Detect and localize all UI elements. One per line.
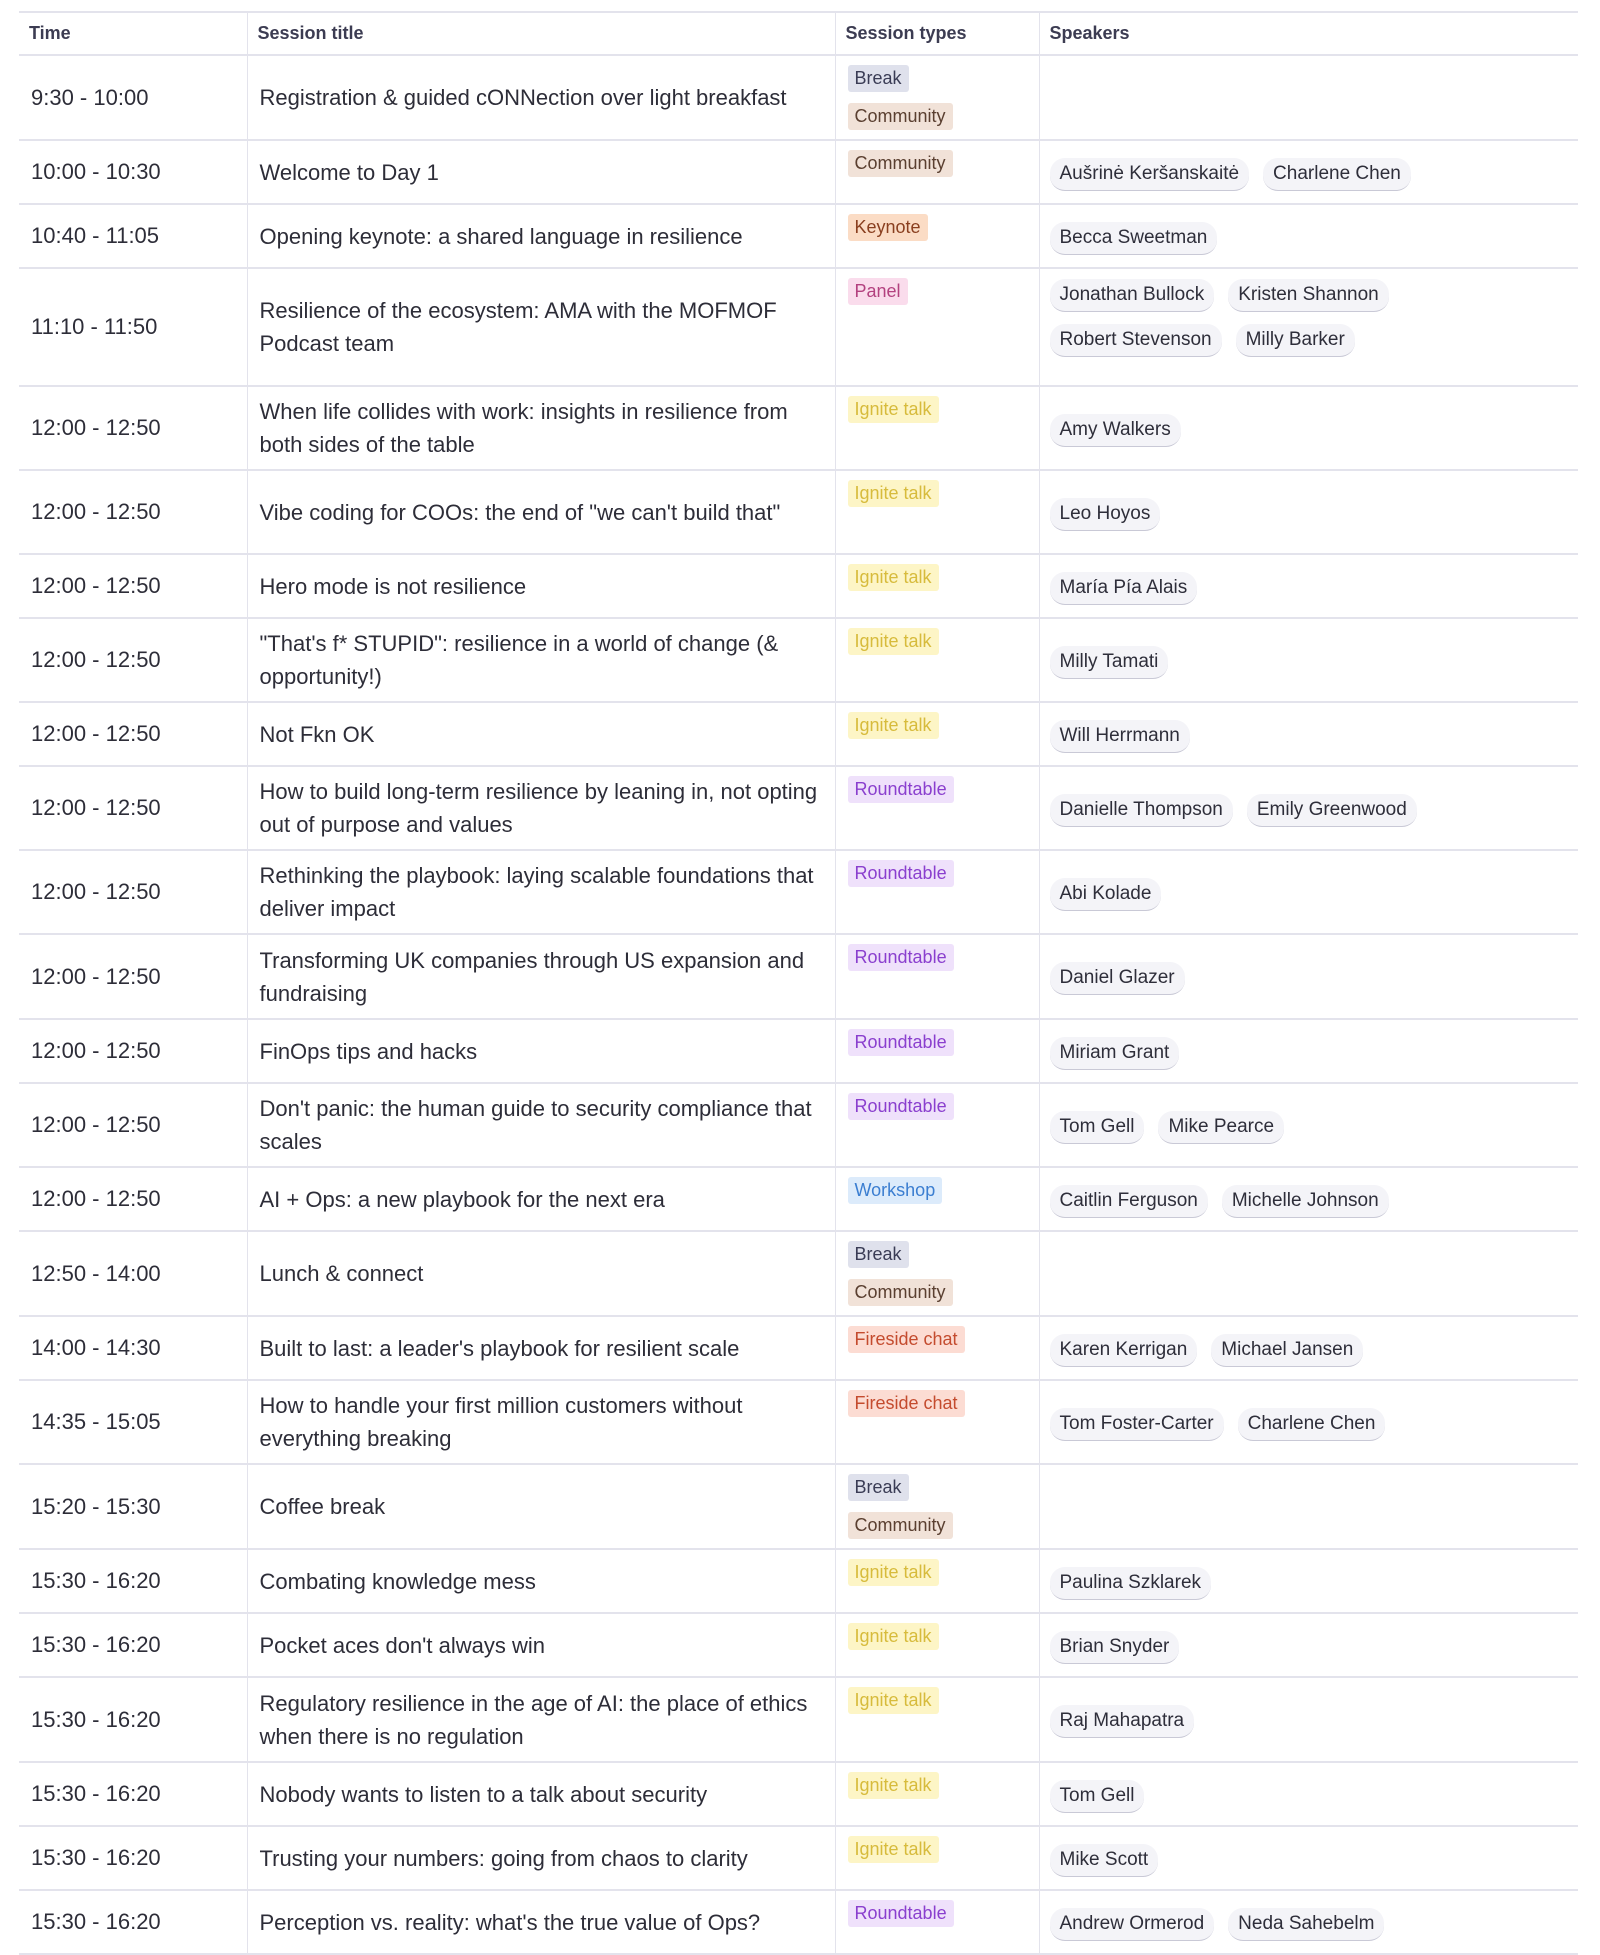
session-title[interactable]: Trusting your numbers: going from chaos to clarity [247, 1826, 835, 1890]
speaker-link[interactable]: Charlene Chen [1238, 1408, 1386, 1441]
speakers-cell [1039, 140, 1578, 204]
speakers-cell [1039, 1167, 1578, 1231]
session-types-cell [835, 386, 1039, 470]
session-title[interactable]: Rethinking the playbook: laying scalable foundations that deliver impact [247, 850, 835, 934]
session-time: 12:00 - 12:50 [19, 554, 247, 618]
session-time: 15:30 - 16:20 [19, 1826, 247, 1890]
speaker-link[interactable]: Abi Kolade [1050, 878, 1162, 911]
session-type-tag: Ignite talk [848, 396, 939, 423]
speakers-cell [1039, 1019, 1578, 1083]
speakers-cell [1039, 268, 1578, 386]
session-type-tag: Break [848, 1474, 909, 1501]
session-title[interactable]: Resilience of the ecosystem: AMA with the MOFMOF Podcast team [247, 268, 835, 386]
session-type-list [848, 1687, 1027, 1714]
session-time: 12:00 - 12:50 [19, 766, 247, 850]
session-title[interactable]: Regulatory resilience in the age of AI: the place of ethics when there is no regulation [247, 1677, 835, 1762]
session-type-list [848, 628, 1027, 655]
speakers-cell [1039, 554, 1578, 618]
table-row[interactable] [19, 1464, 1578, 1549]
speaker-list [1050, 1705, 1569, 1738]
session-types-cell [835, 850, 1039, 934]
session-type-tag: Ignite talk [848, 1836, 939, 1863]
session-type-tag: Break [848, 65, 909, 92]
session-time: 12:50 - 14:00 [19, 1231, 247, 1316]
table-row[interactable] [19, 1677, 1578, 1762]
session-type-list [848, 1029, 1027, 1056]
speakers-cell [1039, 1762, 1578, 1826]
header-row [19, 12, 1578, 55]
speakers-cell [1039, 1613, 1578, 1677]
session-type-tag: Workshop [848, 1177, 943, 1204]
session-time: 12:00 - 12:50 [19, 386, 247, 470]
speakers-cell [1039, 766, 1578, 850]
session-types-cell [835, 140, 1039, 204]
speaker-list [1050, 279, 1569, 357]
speaker-list [1050, 498, 1569, 531]
speakers-cell [1039, 470, 1578, 554]
session-title[interactable]: Opening keynote: a shared language in resilience [247, 204, 835, 268]
speakers-cell [1039, 1380, 1578, 1464]
table-row[interactable] [19, 1316, 1578, 1380]
speaker-list [1050, 158, 1569, 191]
session-time: 15:20 - 15:30 [19, 1464, 247, 1549]
session-time: 12:00 - 12:50 [19, 850, 247, 934]
session-type-tag: Ignite talk [848, 712, 939, 739]
session-types-cell [835, 1464, 1039, 1549]
session-type-list [848, 1326, 1027, 1353]
session-type-tag: Roundtable [848, 1900, 954, 1927]
speaker-link[interactable]: Amy Walkers [1050, 414, 1181, 447]
session-types-cell [835, 1762, 1039, 1826]
session-title[interactable]: Welcome to Day 1 [247, 140, 835, 204]
session-type-list [848, 1093, 1027, 1120]
session-time: 15:30 - 16:20 [19, 1549, 247, 1613]
session-type-list [848, 564, 1027, 591]
speaker-link[interactable]: María Pía Alais [1050, 572, 1198, 605]
table-row[interactable] [19, 934, 1578, 1019]
schedule-table-container [19, 11, 1578, 1955]
session-type-tag: Ignite talk [848, 628, 939, 655]
session-type-tag: Ignite talk [848, 1772, 939, 1799]
session-type-list [848, 1177, 1027, 1204]
session-time: 15:30 - 16:20 [19, 1762, 247, 1826]
session-types-cell [835, 1890, 1039, 1954]
session-type-tag: Fireside chat [848, 1326, 965, 1353]
session-title[interactable]: "That's f* STUPID": resilience in a world of change (& opportunity!) [247, 618, 835, 702]
table-row[interactable] [19, 55, 1578, 140]
session-type-list [848, 214, 1027, 241]
session-title[interactable]: Nobody wants to listen to a talk about security [247, 1762, 835, 1826]
table-row[interactable] [19, 766, 1578, 850]
session-type-tag: Ignite talk [848, 480, 939, 507]
session-types-cell [835, 470, 1039, 554]
session-time: 10:00 - 10:30 [19, 140, 247, 204]
session-type-tag: Community [848, 150, 953, 177]
session-type-tag: Roundtable [848, 944, 954, 971]
speaker-link[interactable]: Jonathan Bullock [1050, 279, 1215, 312]
session-type-tag: Roundtable [848, 776, 954, 803]
table-body [19, 55, 1578, 1954]
speaker-list [1050, 222, 1569, 255]
table-header [19, 12, 1578, 55]
speakers-cell [1039, 1549, 1578, 1613]
speaker-link[interactable]: Daniel Glazer [1050, 962, 1185, 995]
session-type-list [848, 1241, 1027, 1306]
session-type-list [848, 1900, 1027, 1927]
session-types-cell [835, 1167, 1039, 1231]
speakers-cell [1039, 1316, 1578, 1380]
session-type-tag: Keynote [848, 214, 928, 241]
session-title[interactable]: Registration & guided cONNection over light breakfast [247, 55, 835, 140]
session-title[interactable]: When life collides with work: insights in resilience from both sides of the table [247, 386, 835, 470]
session-title[interactable]: Not Fkn OK [247, 702, 835, 766]
session-type-tag: Break [848, 1241, 909, 1268]
session-types-cell [835, 1549, 1039, 1613]
speaker-link[interactable]: Caitlin Ferguson [1050, 1185, 1208, 1218]
session-types-cell [835, 1613, 1039, 1677]
speaker-link[interactable]: Milly Tamati [1050, 646, 1169, 679]
session-types-cell [835, 766, 1039, 850]
session-title[interactable]: Perception vs. reality: what's the true value of Ops? [247, 1890, 835, 1954]
session-time: 15:30 - 16:20 [19, 1613, 247, 1677]
speaker-link[interactable]: Mike Pearce [1158, 1111, 1284, 1144]
speaker-list [1050, 962, 1569, 995]
speaker-list [1050, 794, 1569, 827]
speaker-link[interactable]: Aušrinė Keršanskaitė [1050, 158, 1250, 191]
speakers-cell [1039, 702, 1578, 766]
session-title[interactable]: Built to last: a leader's playbook for resilient scale [247, 1316, 835, 1380]
table-row[interactable] [19, 1231, 1578, 1316]
session-time: 12:00 - 12:50 [19, 934, 247, 1019]
session-types-cell [835, 1380, 1039, 1464]
speakers-cell [1039, 1231, 1578, 1316]
table-row[interactable] [19, 554, 1578, 618]
session-title[interactable]: Transforming UK companies through US expansion and fundraising [247, 934, 835, 1019]
speaker-link[interactable]: Andrew Ormerod [1050, 1908, 1215, 1941]
session-type-list [848, 480, 1027, 507]
session-time: 12:00 - 12:50 [19, 1167, 247, 1231]
speakers-cell [1039, 204, 1578, 268]
speaker-list [1050, 1844, 1569, 1877]
header-session-types[interactable]: Session types [835, 12, 1039, 55]
session-types-cell [835, 1083, 1039, 1167]
session-type-tag: Community [848, 1279, 953, 1306]
speaker-list [1050, 414, 1569, 447]
table-row[interactable] [19, 618, 1578, 702]
speaker-link[interactable]: Brian Snyder [1050, 1631, 1180, 1664]
session-types-cell [835, 268, 1039, 386]
speaker-link[interactable]: Kristen Shannon [1228, 279, 1389, 312]
session-type-tag: Ignite talk [848, 1623, 939, 1650]
session-time: 12:00 - 12:50 [19, 1019, 247, 1083]
session-time: 15:30 - 16:20 [19, 1890, 247, 1954]
session-title[interactable]: Pocket aces don't always win [247, 1613, 835, 1677]
speaker-link[interactable]: Milly Barker [1236, 324, 1355, 357]
session-types-cell [835, 1231, 1039, 1316]
session-title[interactable]: Coffee break [247, 1464, 835, 1549]
speaker-link[interactable]: Danielle Thompson [1050, 794, 1233, 827]
session-types-cell [835, 1826, 1039, 1890]
speaker-link[interactable]: Tom Foster-Carter [1050, 1408, 1224, 1441]
session-title[interactable]: How to build long-term resilience by leaning in, not opting out of purpose and values [247, 766, 835, 850]
table-row[interactable] [19, 204, 1578, 268]
session-type-list [848, 278, 1027, 305]
session-time: 15:30 - 16:20 [19, 1677, 247, 1762]
speaker-link[interactable]: Mike Scott [1050, 1844, 1159, 1877]
speaker-list [1050, 1334, 1569, 1367]
session-type-tag: Ignite talk [848, 1687, 939, 1714]
speaker-list [1050, 1037, 1569, 1070]
speaker-link[interactable]: Leo Hoyos [1050, 498, 1161, 531]
header-time[interactable]: Time [19, 12, 247, 55]
table-row[interactable] [19, 1549, 1578, 1613]
session-type-list [848, 1836, 1027, 1863]
speaker-link[interactable]: Becca Sweetman [1050, 222, 1218, 255]
speaker-list [1050, 878, 1569, 911]
session-type-tag: Community [848, 103, 953, 130]
session-type-tag: Ignite talk [848, 564, 939, 591]
table-row[interactable] [19, 140, 1578, 204]
session-type-tag: Ignite talk [848, 1559, 939, 1586]
session-time: 10:40 - 11:05 [19, 204, 247, 268]
speaker-link[interactable]: Michael Jansen [1211, 1334, 1363, 1367]
session-time: 14:00 - 14:30 [19, 1316, 247, 1380]
table-row[interactable] [19, 1167, 1578, 1231]
session-type-list [848, 1623, 1027, 1650]
session-type-tag: Roundtable [848, 860, 954, 887]
session-types-cell [835, 1019, 1039, 1083]
session-type-list [848, 944, 1027, 971]
table-row[interactable] [19, 1083, 1578, 1167]
speaker-link[interactable]: Neda Sahebelm [1228, 1908, 1384, 1941]
speaker-link[interactable]: Tom Gell [1050, 1111, 1145, 1144]
schedule-table [19, 11, 1578, 1955]
session-title[interactable]: Lunch & connect [247, 1231, 835, 1316]
speakers-cell [1039, 850, 1578, 934]
session-title[interactable]: Hero mode is not resilience [247, 554, 835, 618]
session-types-cell [835, 934, 1039, 1019]
speaker-link[interactable]: Paulina Szklarek [1050, 1567, 1212, 1600]
table-row[interactable] [19, 1826, 1578, 1890]
speakers-cell [1039, 1083, 1578, 1167]
session-types-cell [835, 702, 1039, 766]
table-row[interactable] [19, 1019, 1578, 1083]
session-type-list [848, 396, 1027, 423]
session-type-tag: Panel [848, 278, 908, 305]
session-type-list [848, 65, 1027, 130]
session-type-list [848, 1772, 1027, 1799]
session-title[interactable]: Don't panic: the human guide to security compliance that scales [247, 1083, 835, 1167]
session-time: 12:00 - 12:50 [19, 470, 247, 554]
session-type-tag: Fireside chat [848, 1390, 965, 1417]
speaker-link[interactable]: Michelle Johnson [1222, 1185, 1389, 1218]
table-row[interactable] [19, 470, 1578, 554]
session-type-list [848, 1474, 1027, 1539]
table-row[interactable] [19, 386, 1578, 470]
speaker-list [1050, 720, 1569, 753]
speaker-link[interactable]: Charlene Chen [1263, 158, 1411, 191]
table-row[interactable] [19, 268, 1578, 386]
session-title[interactable]: Vibe coding for COOs: the end of "we can't build that" [247, 470, 835, 554]
speaker-list [1050, 572, 1569, 605]
session-types-cell [835, 55, 1039, 140]
speakers-cell [1039, 1677, 1578, 1762]
table-row[interactable] [19, 1890, 1578, 1954]
session-title[interactable]: Combating knowledge mess [247, 1549, 835, 1613]
session-type-list [848, 776, 1027, 803]
speaker-list [1050, 1111, 1569, 1144]
session-title[interactable]: How to handle your first million customers without everything breaking [247, 1380, 835, 1464]
speakers-cell [1039, 55, 1578, 140]
header-speakers[interactable]: Speakers [1039, 12, 1578, 55]
session-title[interactable]: FinOps tips and hacks [247, 1019, 835, 1083]
session-types-cell [835, 1677, 1039, 1762]
speaker-list [1050, 1908, 1569, 1941]
speaker-link[interactable]: Robert Stevenson [1050, 324, 1222, 357]
session-type-list [848, 1390, 1027, 1417]
speaker-link[interactable]: Tom Gell [1050, 1780, 1145, 1813]
speaker-link[interactable]: Miriam Grant [1050, 1037, 1180, 1070]
speakers-cell [1039, 934, 1578, 1019]
session-type-list [848, 860, 1027, 887]
speaker-link[interactable]: Emily Greenwood [1247, 794, 1417, 827]
speaker-link[interactable]: Raj Mahapatra [1050, 1705, 1195, 1738]
session-time: 12:00 - 12:50 [19, 618, 247, 702]
speaker-list [1050, 646, 1569, 679]
table-row[interactable] [19, 1762, 1578, 1826]
session-time: 11:10 - 11:50 [19, 268, 247, 386]
session-type-list [848, 150, 1027, 177]
session-type-tag: Roundtable [848, 1093, 954, 1120]
speaker-list [1050, 1631, 1569, 1664]
session-types-cell [835, 204, 1039, 268]
session-type-list [848, 1559, 1027, 1586]
table-row[interactable] [19, 1613, 1578, 1677]
speakers-cell [1039, 1464, 1578, 1549]
session-time: 9:30 - 10:00 [19, 55, 247, 140]
session-types-cell [835, 618, 1039, 702]
speaker-link[interactable]: Karen Kerrigan [1050, 1334, 1198, 1367]
table-row[interactable] [19, 850, 1578, 934]
session-time: 12:00 - 12:50 [19, 1083, 247, 1167]
speakers-cell [1039, 386, 1578, 470]
speaker-list [1050, 1185, 1569, 1218]
session-types-cell [835, 554, 1039, 618]
session-type-list [848, 712, 1027, 739]
speaker-list [1050, 1780, 1569, 1813]
speaker-list [1050, 1567, 1569, 1600]
session-time: 12:00 - 12:50 [19, 702, 247, 766]
speakers-cell [1039, 618, 1578, 702]
session-type-tag: Community [848, 1512, 953, 1539]
table-row[interactable] [19, 1380, 1578, 1464]
session-title[interactable]: AI + Ops: a new playbook for the next era [247, 1167, 835, 1231]
speaker-link[interactable]: Will Herrmann [1050, 720, 1190, 753]
speakers-cell [1039, 1890, 1578, 1954]
session-types-cell [835, 1316, 1039, 1380]
session-time: 14:35 - 15:05 [19, 1380, 247, 1464]
speaker-list [1050, 1408, 1569, 1441]
session-type-tag: Roundtable [848, 1029, 954, 1056]
table-row[interactable] [19, 702, 1578, 766]
header-session-title[interactable]: Session title [247, 12, 835, 55]
speakers-cell [1039, 1826, 1578, 1890]
